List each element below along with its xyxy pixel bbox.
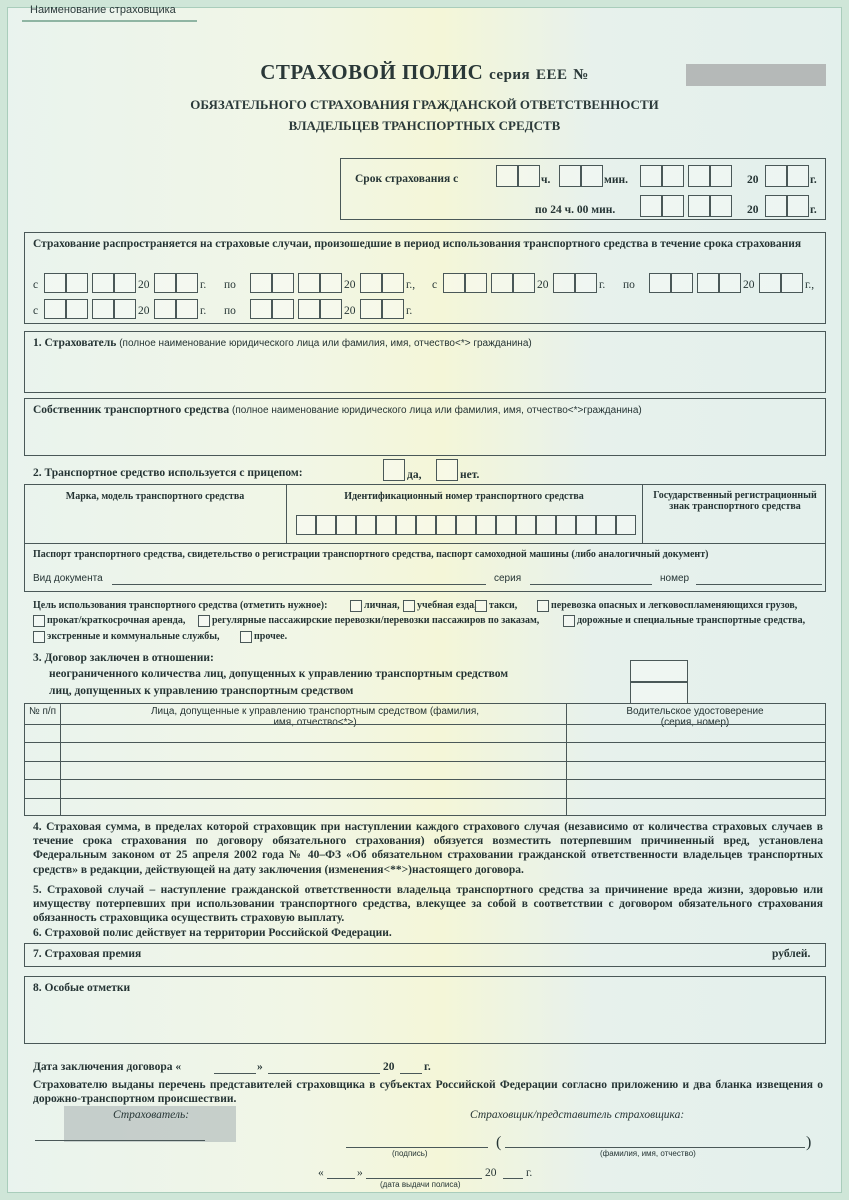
purpose-checkbox[interactable] [475,600,487,612]
contract-date-label: Дата заключения договора « [33,1061,182,1073]
term-from-label: Срок страхования с [355,173,459,185]
period-2-day-2[interactable] [465,273,487,293]
issue-date-g: г. [526,1167,533,1179]
term-until-year-1[interactable] [765,195,787,217]
period-3-end-month-1[interactable] [298,299,320,319]
term-year-prefix: 20 [747,174,759,186]
coverage-s-label: с [33,305,39,317]
subtitle-1: ОБЯЗАТЕЛЬНОГО СТРАХОВАНИЯ ГРАЖДАНСКОЙ ОТВЕТСТВЕННОСТИ [190,97,659,112]
fio-close-paren: ) [806,1134,812,1151]
period-3-end-g: г. [406,305,413,317]
fio-caption: (фамилия, имя, отчество) [600,1149,696,1158]
trailer-no-checkbox[interactable] [436,459,458,481]
redacted-number [686,64,826,86]
drivers-license-header: Водительское удостоверение (серия, номер) [626,706,764,728]
period-1-po: по [224,279,236,291]
term-min-label: мин. [604,174,628,186]
purpose-checkbox[interactable] [563,615,575,627]
clause-5: 5. Страховой случай – наступление гражданской ответственности владельца транспортного средства за причинение вреда жизни, здоровью или имуществу потерпевших при использовании транспортного средства, влекущее за собой в соответствии с договором обязательного страхования обязанность страховщика осуществить страховую выплату. [33,884,823,925]
purpose-option-label: регулярные пассажирские перевозки/перевозки пассажиров по заказам, [212,615,540,626]
issue-date-day-line[interactable] [327,1178,355,1179]
coverage-s-label: с [33,279,39,291]
insured-label-text: 1. Страхователь [33,337,117,349]
term-min-cell-2[interactable] [581,165,603,187]
premium-label: 7. Страховая премия [33,948,142,960]
period-2-end-day-2[interactable] [671,273,693,293]
contract-date-month-line[interactable] [268,1073,380,1074]
period-1-year-prefix: 20 [138,279,150,291]
passport-text: Паспорт транспортного средства, свидетельство о регистрации транспортного средства, паспорт самоходной машины (либо аналогичный документ) [33,549,709,560]
insurer-underline [22,20,197,22]
term-day-cell-2[interactable] [662,165,684,187]
vin-cell[interactable] [516,515,536,535]
doc-number-line[interactable] [696,584,822,585]
period-1-end-year-1[interactable] [360,273,382,293]
insurer-name-label: Наименование страховщика [30,4,176,16]
clause-4: 4. Страховая сумма, в пределах которой страховщик при наступлении каждого страхового случая (независимо от количества страховых случаев в течение срока страхования по договору обязательного страхования) обязуется возместить потерпевшим причиненный вред, установлена Федеральным законом от 25 апреля 2002 года № 40–ФЗ «Об обязательном страховании гражданской ответственности владельцев транспортных средств» в редакции, действующей на дату заключения (изменения<**>)настоящего договора. [33,821,823,876]
term-until-year-2[interactable] [787,195,809,217]
vin-cell[interactable] [296,515,316,535]
period-2-end-day-1[interactable] [649,273,671,293]
vin-cell[interactable] [336,515,356,535]
vin-cell[interactable] [376,515,396,535]
term-year-cell-2[interactable] [787,165,809,187]
period-3-day-1[interactable] [44,299,66,319]
period-2-month-2[interactable] [513,273,535,293]
period-1-g: г. [200,279,207,291]
period-2-end-year-1[interactable] [759,273,781,293]
contract-opt1: неограниченного количества лиц, допущенных к управлению транспортным средством [49,668,509,680]
premium-unit: рублей. [772,948,811,960]
notes-box [24,976,826,1044]
period-1-month-1[interactable] [92,273,114,293]
period-3-month-1[interactable] [92,299,114,319]
sign-insurer-label: Страховщик/представитель страховщика: [470,1109,685,1121]
period-3-end-day-2[interactable] [272,299,294,319]
coverage-text: Страхование распространяется на страховые случаи, произошедшие в период использования транспортного средства в течение срока страхования [33,238,802,250]
term-year-cell-1[interactable] [765,165,787,187]
coverage-s-label: с [432,279,438,291]
contract-opt2: лиц, допущенных к управлению транспортным средством [49,685,354,697]
trailer-label: 2. Транспортное средство используется с прицепом: [33,467,303,479]
period-1-day-1[interactable] [44,273,66,293]
contract-date-day-line[interactable] [214,1073,256,1074]
purpose-option-label: прочее. [254,631,288,642]
series-value: ЕЕЕ [535,67,568,83]
period-1-end-g: г., [406,279,416,291]
purpose-option-label: прокат/краткосрочная аренда, [47,615,186,626]
period-2-day-1[interactable] [443,273,465,293]
term-min-cell-1[interactable] [559,165,581,187]
insured-sign-line[interactable] [35,1140,205,1141]
insurer-fio-line[interactable] [505,1147,805,1148]
insurer-sign-line[interactable] [346,1147,488,1148]
sign-caption: (подпись) [392,1149,428,1158]
period-3-end-month-2[interactable] [320,299,342,319]
contract-date-year: 20 [383,1061,395,1073]
term-month-cell-2[interactable] [710,165,732,187]
period-3-end-year-prefix: 20 [344,305,356,317]
drivers-person-header: Лица, допущенные к управлению транспортным средством (фамилия, имя, отчество<*>) [150,706,480,728]
vin-cell[interactable] [496,515,516,535]
purpose-checkbox[interactable] [33,615,45,627]
insured-hint: (полное наименование юридического лица или фамилия, имя, отчество<*> гражданина) [119,338,532,349]
drivers-row-line [24,761,826,762]
vehicle-make-header: Марка, модель транспортного средства [65,491,245,502]
vin-cell[interactable] [596,515,616,535]
period-2-end-year-2[interactable] [781,273,803,293]
premium-box [24,943,826,967]
purpose-option-label: дорожные и специальные транспортные средства, [577,615,806,626]
period-2-po: по [623,279,635,291]
term-until-day-2[interactable] [662,195,684,217]
period-3-g: г. [200,305,207,317]
period-2-end-month-2[interactable] [719,273,741,293]
contract-label: 3. Договор заключен в отношении: [33,652,214,664]
vin-cell[interactable] [356,515,376,535]
series-label: серия [489,67,531,83]
drivers-row-line [24,798,826,799]
period-3-po: по [224,305,236,317]
subtitle-2: ВЛАДЕЛЬЦЕВ ТРАНСПОРТНЫХ СРЕДСТВ [288,118,561,133]
issue-date-open: « [318,1167,324,1179]
trailer-yes-checkbox[interactable] [383,459,405,481]
purpose-checkbox[interactable] [198,615,210,627]
vin-cell[interactable] [456,515,476,535]
term-day-cell-1[interactable] [640,165,662,187]
purpose-checkbox[interactable] [240,631,252,643]
purpose-option-label: экстренные и коммунальные службы, [47,631,220,642]
issue-date-month-line[interactable] [366,1178,482,1179]
period-1-end-day-2[interactable] [272,273,294,293]
trailer-yes-label: да, [407,469,422,481]
drivers-col-divider-2 [566,703,567,816]
period-1-year-1[interactable] [154,273,176,293]
purpose-checkbox[interactable] [350,600,362,612]
issue-date-caption: (дата выдачи полиса) [380,1180,461,1189]
drivers-col-divider-1 [60,703,61,816]
title-text: СТРАХОВОЙ ПОЛИС [260,60,484,84]
vin-cell[interactable] [416,515,436,535]
drivers-row-line [24,742,826,743]
contract-date-year-line[interactable] [400,1073,422,1074]
period-1-end-year-prefix: 20 [344,279,356,291]
number-sign: № [573,67,589,83]
purpose-checkbox[interactable] [537,600,549,612]
purpose-intro: Цель использования транспортного средства (отметить нужное): [33,600,328,611]
period-2-end-month-1[interactable] [697,273,719,293]
vehicle-plate-header: Государственный регистрационный знак транспортного средства [653,490,817,512]
doc-number-label: номер [660,573,690,584]
period-1-end-month-2[interactable] [320,273,342,293]
term-hour-cell-1[interactable] [496,165,518,187]
period-3-end-year-1[interactable] [360,299,382,319]
issue-date-close: » [357,1167,363,1179]
vin-cell[interactable] [396,515,416,535]
period-3-year-1[interactable] [154,299,176,319]
purpose-checkbox[interactable] [403,600,415,612]
fio-open-paren: ( [496,1134,502,1151]
vin-cell[interactable] [536,515,556,535]
contract-date-g: г. [424,1061,431,1073]
vin-cell[interactable] [576,515,596,535]
period-3-end-year-2[interactable] [382,299,404,319]
period-2-year-1[interactable] [553,273,575,293]
clause-6: 6. Страховой полис действует на территории Российской Федерации. [33,927,392,939]
period-2-g: г. [599,279,606,291]
purpose-checkbox[interactable] [33,631,45,643]
owner-hint: (полное наименование юридического лица или фамилия, имя, отчество<*>гражданина) [231,405,642,416]
contract-opt1-box[interactable] [630,660,688,682]
term-h-label: ч. [541,174,551,186]
vehicle-divider-2 [642,484,643,544]
purpose-option-label: личная, [364,600,400,611]
period-1-month-2[interactable] [114,273,136,293]
period-1-end-year-2[interactable] [382,273,404,293]
purpose-option-label: такси, [489,600,518,611]
period-1-day-2[interactable] [66,273,88,293]
term-g-label: г. [810,174,817,186]
sign-insured-label: Страхователь: [113,1109,190,1121]
period-2-end-year-prefix: 20 [743,279,755,291]
term-until-month-1[interactable] [688,195,710,217]
period-3-month-2[interactable] [114,299,136,319]
drivers-row-line [24,724,826,725]
doc-type-line[interactable] [112,584,486,585]
issued-text: Страхователю выданы перечень представителей страховщика в субъектах Российской Федерации согласно приложению и два бланка извещения о дорожно-транспортном происшествии. [33,1079,823,1106]
doc-series-label: серия [494,573,522,584]
vin-cell[interactable] [556,515,576,535]
contract-date-close: » [257,1061,263,1073]
vin-cell[interactable] [436,515,456,535]
period-3-year-prefix: 20 [138,305,150,317]
term-until-month-2[interactable] [710,195,732,217]
purpose-option-label: учебная езда, [417,600,477,611]
vin-cell[interactable] [316,515,336,535]
period-1-end-day-1[interactable] [250,273,272,293]
period-2-month-1[interactable] [491,273,513,293]
doc-series-line[interactable] [530,584,652,585]
contract-opt2-box[interactable] [630,682,688,704]
drivers-row-line [24,779,826,780]
term-until-year-prefix: 20 [747,204,759,216]
purpose-option-label: перевозка опасных и легковоспламеняющихся грузов, [551,600,798,611]
term-month-cell-1[interactable] [688,165,710,187]
period-2-end-g: г., [805,279,815,291]
period-3-day-2[interactable] [66,299,88,319]
period-3-end-day-1[interactable] [250,299,272,319]
period-2-year-2[interactable] [575,273,597,293]
drivers-num-header: № п/п [28,706,57,717]
period-2-year-prefix: 20 [537,279,549,291]
vin-cell[interactable] [476,515,496,535]
insured-label [33,337,532,349]
vin-cell[interactable] [616,515,636,535]
term-until-day-1[interactable] [640,195,662,217]
owner-label [33,404,642,416]
term-until-g-label: г. [810,204,817,216]
doc-type-label: Вид документа [33,573,103,584]
term-hour-cell-2[interactable] [518,165,540,187]
period-3-year-2[interactable] [176,299,198,319]
period-1-year-2[interactable] [176,273,198,293]
issue-date-year-line[interactable] [503,1178,523,1179]
vehicle-vin-header: Идентификационный номер транспортного средства [344,491,584,502]
owner-label-text: Собственник транспортного средства [33,404,230,416]
trailer-no-label: нет. [460,469,480,481]
period-1-end-month-1[interactable] [298,273,320,293]
issue-date-year: 20 [485,1167,497,1179]
notes-label: 8. Особые отметки [33,982,131,994]
term-until-label: по 24 ч. 00 мин. [535,204,616,216]
